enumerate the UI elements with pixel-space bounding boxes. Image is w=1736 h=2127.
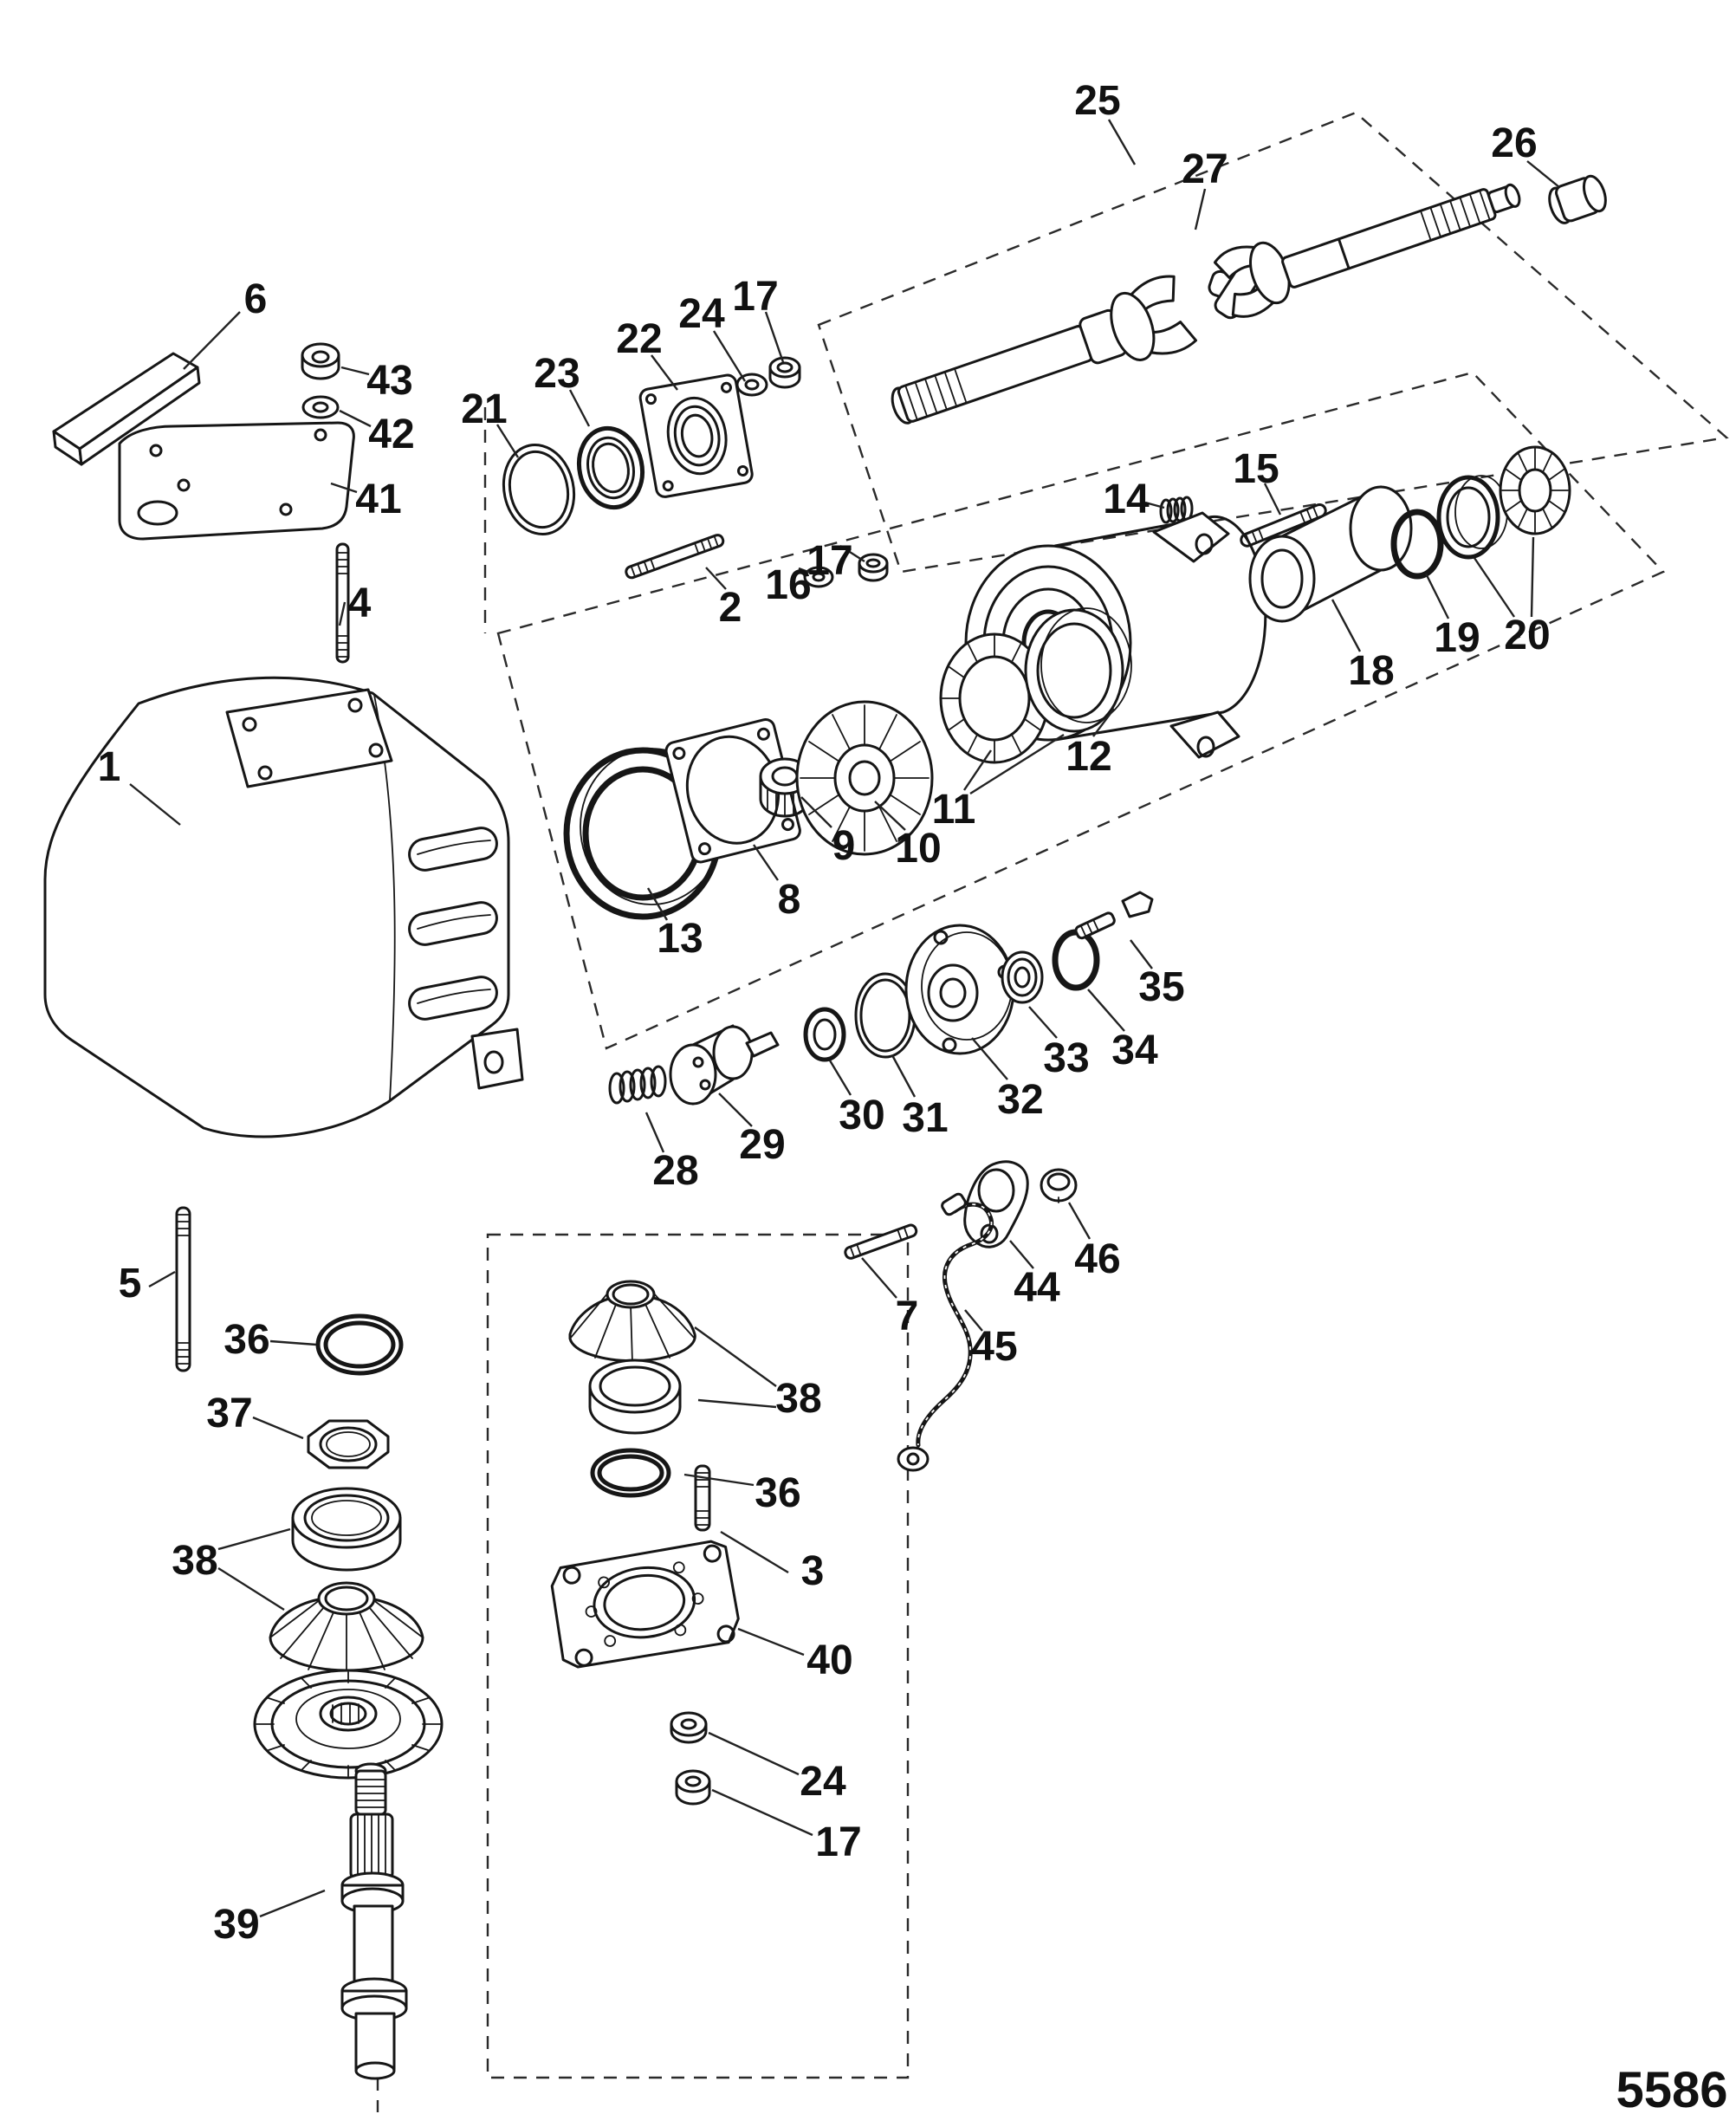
- callout-label-10: 10: [895, 825, 942, 872]
- leader-line-18: [1332, 600, 1360, 652]
- callout-label-3: 3: [800, 1547, 825, 1594]
- leader-line-8: [754, 845, 778, 880]
- leader-line-28: [646, 1112, 664, 1152]
- callout-label-33: 33: [1043, 1034, 1090, 1081]
- part-stud-7: [844, 1223, 917, 1260]
- part-stud-4: [337, 544, 348, 662]
- callout-label-30: 30: [839, 1092, 885, 1138]
- part-locknut-43: [302, 344, 339, 379]
- callout-label-17: 17: [806, 537, 853, 584]
- callout-label-44: 44: [1014, 1264, 1060, 1311]
- callout-label-43: 43: [366, 357, 413, 404]
- leader-line-30: [830, 1060, 851, 1095]
- leader-line-38: [218, 1568, 284, 1610]
- callout-label-12: 12: [1066, 733, 1112, 780]
- leader-line-36: [270, 1341, 316, 1345]
- leader-line-38: [695, 1327, 776, 1386]
- callout-label-40: 40: [806, 1637, 853, 1683]
- part-drive-gear-10-lower: [255, 1670, 442, 1778]
- housing-vent-slots: [407, 826, 500, 1022]
- callout-label-36: 36: [755, 1469, 801, 1516]
- part-oring-36-left: [318, 1316, 401, 1373]
- part-washer-42: [303, 397, 338, 418]
- leader-line-40: [738, 1629, 804, 1655]
- part-oil-seal-23: [572, 423, 650, 514]
- callout-label-29: 29: [739, 1121, 786, 1168]
- leader-line-5: [149, 1272, 175, 1287]
- part-cap-26: [1545, 173, 1610, 226]
- leader-line-43: [341, 367, 369, 374]
- callout-label-1: 1: [97, 743, 121, 790]
- callout-label-22: 22: [616, 315, 663, 362]
- part-nut-17-bottom: [677, 1771, 709, 1804]
- callout-label-42: 42: [368, 411, 415, 457]
- part-washer-24-bottom: [671, 1713, 706, 1742]
- callout-label-39: 39: [213, 1901, 260, 1948]
- callout-label-28: 28: [652, 1147, 699, 1194]
- leader-line-17: [712, 1790, 813, 1835]
- part-bearing-33: [1002, 952, 1042, 1002]
- callout-label-38: 38: [172, 1537, 218, 1584]
- callout-label-32: 32: [997, 1076, 1044, 1123]
- callout-label-45: 45: [971, 1323, 1018, 1370]
- leader-line-38: [698, 1400, 776, 1407]
- leader-line-24: [709, 1733, 799, 1774]
- part-driveshaft-ujoint-25: [881, 155, 1531, 444]
- leader-line-6: [184, 312, 240, 369]
- part-detent-valve-29: [670, 1026, 778, 1104]
- callout-label-34: 34: [1111, 1027, 1158, 1073]
- callout-label-26: 26: [1491, 120, 1538, 166]
- leader-line-37: [253, 1417, 303, 1438]
- callout-label-9: 9: [832, 822, 856, 869]
- callout-label-20: 20: [1504, 612, 1551, 658]
- callout-label-21: 21: [461, 386, 508, 432]
- part-bearing-cup-20: [1439, 476, 1507, 557]
- callout-label-15: 15: [1233, 445, 1279, 492]
- callout-label-18: 18: [1348, 647, 1395, 694]
- part-bearing-cup-38-right: [590, 1360, 680, 1433]
- part-bearing-cone-38-left: [270, 1583, 423, 1674]
- leader-line-46: [1069, 1203, 1090, 1239]
- callout-label-17: 17: [815, 1819, 862, 1865]
- callout-label-16: 16: [765, 561, 812, 608]
- part-bearing-cup-38-left: [293, 1488, 400, 1570]
- callout-label-8: 8: [777, 876, 801, 923]
- callout-label-24: 24: [678, 290, 725, 337]
- callout-label-36: 36: [223, 1316, 270, 1363]
- leader-line-20: [1532, 537, 1533, 617]
- leader-line-39: [260, 1890, 325, 1916]
- part-stud-5: [177, 1208, 190, 1371]
- leader-line-27: [1195, 189, 1205, 230]
- callout-label-5: 5: [118, 1260, 142, 1307]
- figure-number: 5586: [1616, 2062, 1728, 2118]
- callout-label-31: 31: [902, 1094, 949, 1141]
- part-bearing-cone-20: [1500, 447, 1570, 534]
- leader-line-19: [1426, 574, 1448, 619]
- part-locknut-37: [308, 1421, 388, 1468]
- part-cover-plate-41: [120, 423, 353, 539]
- callout-label-23: 23: [534, 350, 580, 397]
- callout-label-17: 17: [732, 273, 779, 320]
- callout-label-46: 46: [1074, 1235, 1121, 1282]
- callout-label-41: 41: [355, 476, 402, 522]
- callout-label-11: 11: [931, 786, 976, 833]
- part-bearing-cap-40: [549, 1540, 742, 1669]
- leader-line-33: [1029, 1007, 1057, 1038]
- leader-line-25: [1109, 120, 1135, 165]
- part-seal-carrier-22: [639, 373, 754, 498]
- part-oring-21: [496, 438, 582, 541]
- callout-label-6: 6: [243, 276, 268, 322]
- part-nut-17-top: [770, 358, 800, 387]
- callout-label-24: 24: [800, 1758, 846, 1805]
- leader-line-38: [218, 1529, 290, 1549]
- part-nut-46: [1041, 1170, 1076, 1203]
- part-bearing-cone-38-right: [570, 1281, 695, 1363]
- part-spring-28: [610, 1067, 665, 1103]
- part-oring-34: [1055, 932, 1097, 988]
- callout-label-27: 27: [1182, 146, 1228, 192]
- leader-line-3: [721, 1532, 788, 1573]
- callout-label-19: 19: [1434, 614, 1480, 661]
- callout-label-35: 35: [1138, 963, 1185, 1010]
- leader-line-34: [1088, 989, 1124, 1031]
- part-bolt-35: [1074, 892, 1152, 939]
- part-nut-17-mid: [859, 554, 887, 580]
- part-sleeve-18: [1250, 487, 1411, 621]
- leader-line-20: [1474, 558, 1514, 617]
- leader-line-24: [714, 331, 745, 381]
- callout-label-4: 4: [347, 580, 372, 626]
- callout-label-38: 38: [775, 1375, 822, 1422]
- part-coupler-hub-32: [906, 925, 1014, 1054]
- callout-label-14: 14: [1103, 476, 1150, 522]
- leader-line-7: [862, 1258, 897, 1298]
- callout-label-37: 37: [206, 1390, 253, 1436]
- callout-label-7: 7: [895, 1293, 919, 1339]
- part-oring-36-right: [593, 1450, 669, 1495]
- callout-label-13: 13: [657, 915, 703, 962]
- leader-line-31: [892, 1055, 915, 1097]
- part-pinion-shaft-39: [342, 1764, 406, 2078]
- callout-label-2: 2: [718, 584, 742, 631]
- part-seal-30: [806, 1009, 844, 1060]
- callout-label-25: 25: [1074, 77, 1121, 124]
